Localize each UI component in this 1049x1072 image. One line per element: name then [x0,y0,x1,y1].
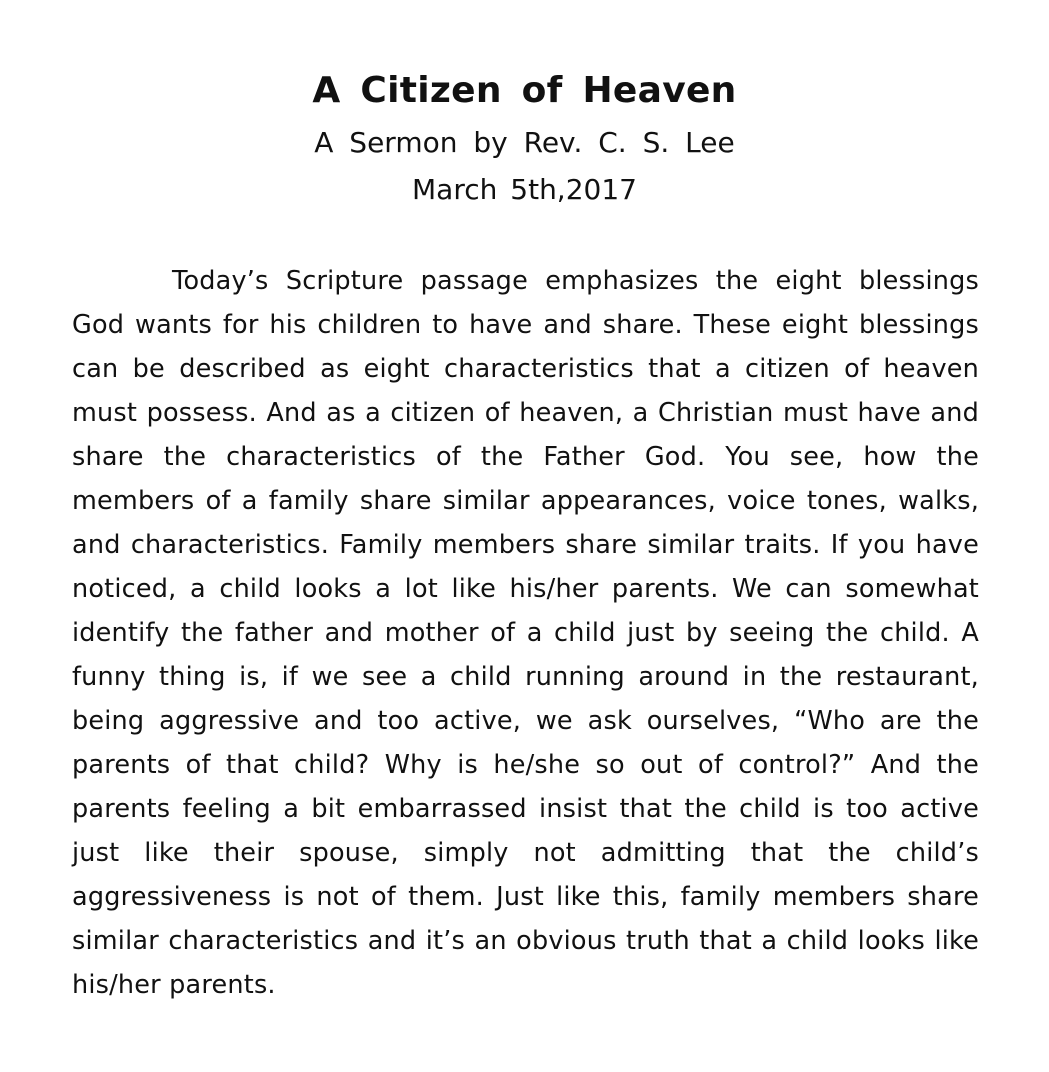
document-header [0,62,1049,214]
sermon-author-line: A Sermon by Rev. C. S. Lee [314,126,735,159]
sermon-date: March 5th,2017 [412,173,637,206]
body-paragraph: Today’s Scripture passage emphasizes the eight blessings God wants for his children to have and share. These eight blessings can be described as eight characteristics that a citizen of heaven must possess. And as a citizen of heaven, a Christian must have and share the characteristics of the Father God. You see, how the members of a family share similar appearances, voice tones, walks, and characteristics. Family members share similar traits. If you have noticed, a child looks a lot like his/her parents. We can somewhat identify the father and mother of a child just by seeing the child. A funny thing is, if we see a child running around in the restaurant, being aggressive and too active, we ask ourselves, “Who are the parents of that child? Why is he/she so out of control?” And the parents feeling a bit embarrassed insist that the child is too active just like their spouse, simply not admitting that the child’s aggressiveness is not of them. Just like this, family members share similar characteristics and it’s an obvious truth that a child looks like his/her parents. [72,266,979,1000]
page-title: A Citizen of Heaven [312,70,737,111]
